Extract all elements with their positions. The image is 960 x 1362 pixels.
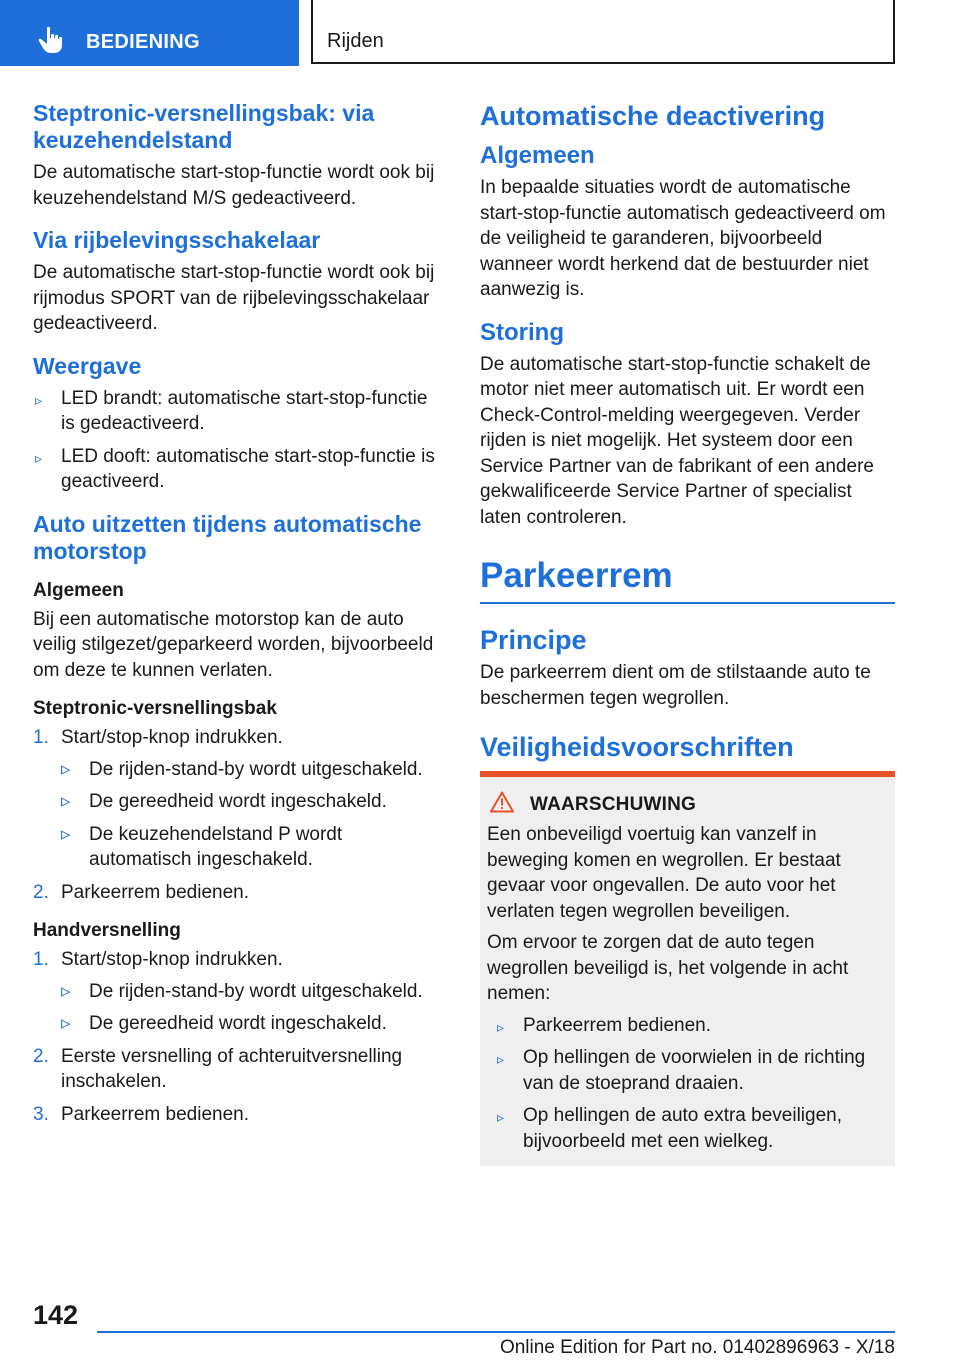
warning-box <box>480 771 895 1166</box>
list-item-text: De rijden-stand-by wordt uitgeschakeld. <box>89 980 423 1002</box>
triangle-bullet-icon: ▹ <box>35 449 43 466</box>
section-fault <box>480 319 895 531</box>
chapter-tab-label: BEDIENING <box>86 31 200 53</box>
step-text: Start/stop-knop indrukken. <box>61 727 283 748</box>
right-column <box>480 100 895 1166</box>
triangle-bullet-icon: ▹ <box>61 980 71 1002</box>
subheading-manual: Handversnelling <box>33 920 181 941</box>
step-item <box>33 1044 443 1095</box>
steptronic-steps <box>33 725 443 905</box>
step-item <box>33 880 443 906</box>
list-item <box>487 1013 887 1039</box>
section-steptronic-selector <box>33 100 443 211</box>
warning-title <box>487 791 887 818</box>
step-text: Start/stop-knop indrukken. <box>61 949 283 970</box>
chapter-heading-rule <box>480 556 895 604</box>
footer-edition: Online Edition for Part no. 01402896963 - X/18 <box>499 1337 895 1358</box>
list-item-text: De keuzehendelstand P wordt automatisch ingeschakeld. <box>89 823 343 870</box>
left-column <box>33 100 443 1143</box>
heading-steptronic-selector: Steptronic-versnellingsbak: via keuzehendelstand <box>33 100 375 153</box>
step-number: 3. <box>33 1103 49 1125</box>
warning-list <box>487 1013 887 1155</box>
section-switch-off <box>33 511 443 1128</box>
text-deact-general: In bepaalde situaties wordt de automatische start-stop-functie automatisch gedeactiveerd om de veiligheid te garanderen, bijvoorbeeld wanneer wordt herkend dat de bestuurder niet aanwezig is. <box>480 177 886 300</box>
step-item <box>33 947 443 1037</box>
list-item-text: De gereedheid wordt ingeschakeld. <box>89 791 387 812</box>
list-item <box>487 1103 887 1154</box>
step-number: 2. <box>33 1045 49 1067</box>
heading-deact-general: Algemeen <box>480 142 595 169</box>
list-item-text: Op hellingen de voorwielen in de richting van de stoeprand draaien. <box>523 1047 866 1094</box>
heading-fault: Storing <box>480 318 564 346</box>
step-number: 2. <box>33 881 49 903</box>
heading-principle: Principe <box>480 625 587 655</box>
heading-driving-experience: Via rijbelevingsschakelaar <box>33 227 321 253</box>
substeps <box>61 979 443 1037</box>
triangle-bullet-icon: ▹ <box>497 1018 505 1035</box>
substeps <box>61 757 443 873</box>
step-number: 1. <box>33 727 49 748</box>
list-item <box>33 444 443 495</box>
text-principle: De parkeerrem dient om de stilstaande auto te beschermen tegen wegrollen. <box>480 662 871 709</box>
list-item-text: LED brandt: automatische start-stop-functie is gedeactiveerd. <box>61 387 428 434</box>
list-item <box>33 386 443 437</box>
list-item <box>61 1011 443 1037</box>
warning-label: WAARSCHUWING <box>530 793 696 815</box>
heading-automatic-deactivation: Automatische deactivering <box>480 101 826 131</box>
triangle-bullet-icon: ▹ <box>61 1013 71 1034</box>
warning-triangle-icon <box>490 791 514 818</box>
list-item <box>61 822 443 873</box>
warning-text: Een onbeveiligd voertuig kan vanzelf in beweging komen en wegrollen. Er bestaat gevaar voor ongevallen. De auto voor het verlaten tegen wegrollen beveiligen. <box>487 824 841 922</box>
chapter-tab[interactable] <box>0 0 299 66</box>
hand-pointer-icon <box>38 26 64 59</box>
list-item-text: De gereedheid wordt ingeschakeld. <box>89 1013 387 1034</box>
list-item-text: Op hellingen de auto extra beveiligen, bijvoorbeeld met een wielkeg. <box>523 1105 843 1152</box>
triangle-bullet-icon: ▹ <box>61 758 71 780</box>
text-general: Bij een automatische motorstop kan de auto veilig stilgezet/geparkeerd worden, bijvoorbeeld om deze te kunnen verlaten. <box>33 608 434 681</box>
heading-switch-off: Auto uitzetten tijdens automatische motorstop <box>33 510 422 564</box>
section-title: Rijden <box>327 30 384 52</box>
text-driving-experience: De automatische start-stop-functie wordt ook bij rijmodus SPORT van de rijbelevingsschakelaar gedeactiveerd. <box>33 262 435 334</box>
text-steptronic-selector: De automatische start-stop-functie wordt ook bij keuzehendelstand M/S gedeactiveerd. <box>33 162 435 209</box>
page-number: 142 <box>33 1300 79 1330</box>
list-item-text: De rijden-stand-by wordt uitgeschakeld. <box>89 758 423 780</box>
step-text: Parkeerrem bedienen. <box>61 1103 249 1125</box>
subheading-steptronic: Steptronic-versnellingsbak <box>33 698 277 719</box>
list-item <box>61 979 443 1005</box>
footer-divider <box>97 1331 895 1333</box>
heading-parking-brake: Parkeerrem <box>480 556 673 595</box>
section-deact-general <box>480 142 895 303</box>
list-item <box>61 757 443 783</box>
step-text: Parkeerrem bedienen. <box>61 881 249 903</box>
triangle-bullet-icon: ▹ <box>61 791 71 812</box>
display-list <box>33 386 443 495</box>
manual-steps <box>33 947 443 1127</box>
triangle-bullet-icon: ▹ <box>497 1051 505 1067</box>
step-item <box>33 725 443 873</box>
section-driving-experience <box>33 227 443 337</box>
warning-text: Om ervoor te zorgen dat de auto tegen wegrollen beveiligd is, het volgende in acht nemen: <box>487 932 849 1004</box>
list-item <box>487 1045 887 1096</box>
text-fault: De automatische start-stop-functie schakelt de motor niet meer automatisch uit. Er wordt een Check-Control-melding weergegeven. Verder rijden is niet mogelijk. Het systeem door een Service Partner van de fabrikant of een andere gekwalificeerde Service Partner of specialist laten controleren. <box>480 353 874 528</box>
triangle-bullet-icon: ▹ <box>35 391 43 408</box>
heading-display: Weergave <box>33 352 142 379</box>
list-item <box>61 789 443 815</box>
triangle-bullet-icon: ▹ <box>497 1109 505 1125</box>
list-item-text: Parkeerrem bedienen. <box>523 1014 711 1036</box>
section-principle <box>480 624 895 711</box>
step-item <box>33 1102 443 1128</box>
heading-safety: Veiligheidsvoorschriften <box>480 732 794 762</box>
list-item-text: LED dooft: automatische start-stop-functie is geactiveerd. <box>61 445 435 492</box>
section-display <box>33 353 443 495</box>
subheading-general: Algemeen <box>33 579 124 601</box>
triangle-bullet-icon: ▹ <box>61 823 71 845</box>
step-number: 1. <box>33 949 49 970</box>
step-text: Eerste versnelling of achteruitversnelling inschakelen. <box>61 1045 403 1092</box>
section-header <box>311 0 895 64</box>
